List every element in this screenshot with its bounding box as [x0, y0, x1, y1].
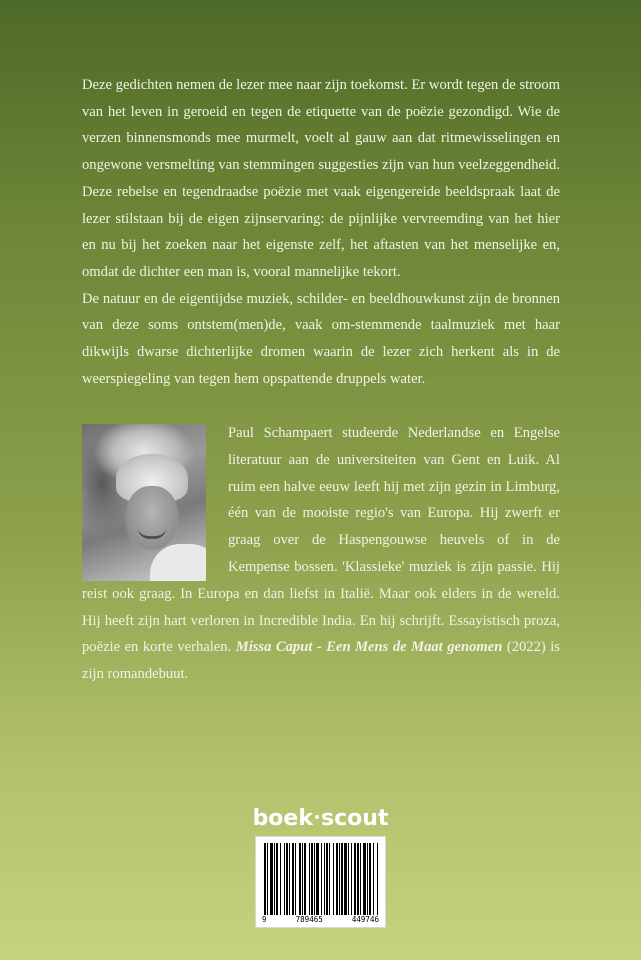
novel-title: Missa Caput - Een Mens de Maat genomen: [235, 639, 503, 656]
author-bio-text: Paul Schampaert studeerde Nederlandse en Engelse literatuur aan de universiteiten van Gent en Luik. Al ruim een halve eeuw leeft hij met zijn gezin in Limburg, één van de mooiste regio's van Europa. Hij zwerft er graag over de Haspengouwse heuvels of in de Kempense bossen. 'Klassieke' muziek is zijn passie. Hij reist ook graag. In Europa en dan liefst in Italië. Maar ook elders in de wereld. Hij heeft zijn hart verloren in Incredible India. En hij schrijft. Essayistisch proza, poëzie en korte verhalen.: [82, 425, 560, 656]
isbn-barcode: [255, 836, 386, 928]
publisher-logo-part2: scout: [320, 806, 389, 831]
back-cover-blurb: [82, 72, 560, 392]
barcode-digit-lead: 9: [262, 915, 267, 924]
publisher-logo-part1: boek: [252, 806, 313, 831]
blurb-paragraph-2: De natuur en de eigentijdse muziek, schilder- en beeldhouwkunst zijn de bronnen van deze soms ontstem(men)de, vaak om-stemmende taalmuziek met haar dikwijls dwarse dichterlijke dromen waarin de lezer zich herkent als in de weerspiegeling van tegen hem opspattende druppels water.: [82, 290, 560, 387]
author-bio-text-end: (2022) is zijn romandebuut.: [82, 639, 560, 683]
barcode-digits-group1: 789465: [295, 915, 323, 924]
publisher-logo: [0, 806, 641, 831]
barcode-digits: [262, 915, 379, 924]
barcode-bars: [264, 843, 379, 915]
barcode-digits-group2: 449746: [351, 915, 379, 924]
publisher-logo-dot: [315, 815, 319, 819]
author-bio: [82, 420, 560, 688]
blurb-paragraph-1: Deze gedichten nemen de lezer mee naar zijn toekomst. Er wordt tegen de stroom van het leven in geroeid en tegen de etiquette van de poëzie gezondigd. Wie de verzen binnensmonds mee murmelt, voelt al gauw aan dat ritmewisselingen en ongewone versmelting van stemmingen suggesties zijn van hun veelzeggendheid. Deze rebelse en tegendraadse poëzie met vaak eigengereide beeldspraak laat de lezer stilstaan bij de eigen zijnservaring: de pijnlijke vervreemding van het hier en nu bij het zoeken naar het eigenste zelf, het aftasten van het menselijke en, omdat de dichter een man is, vooral mannelijke tekort.: [82, 77, 560, 280]
